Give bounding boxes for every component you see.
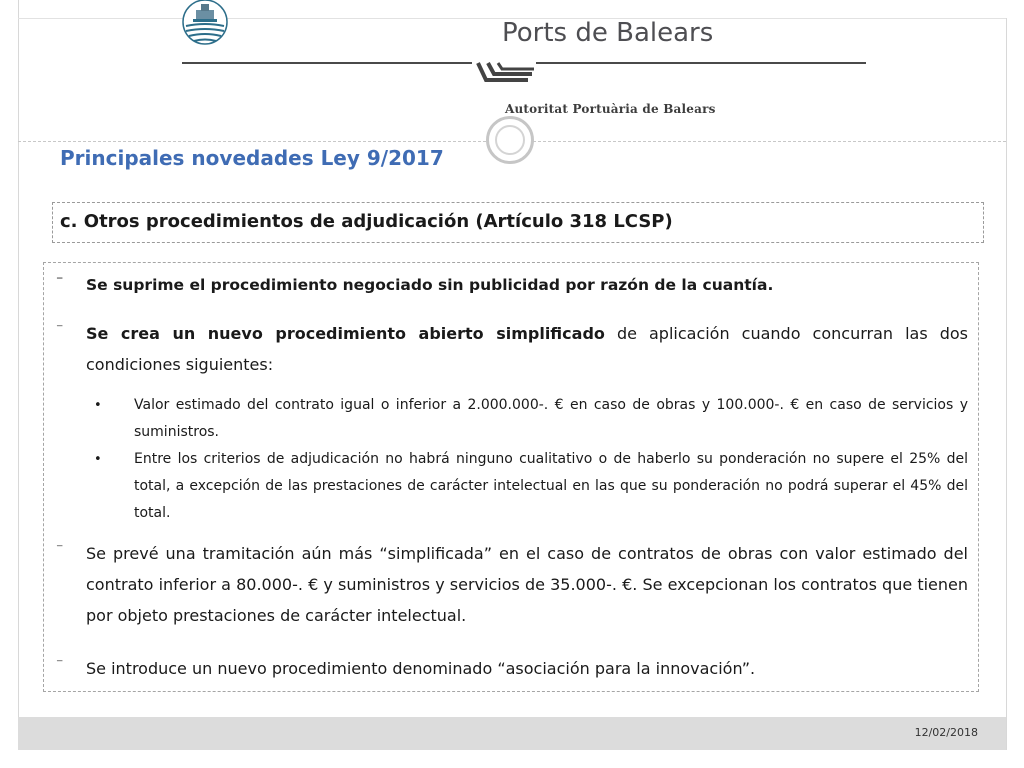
emblem-mark-icon — [472, 60, 536, 84]
list-item-4-text: Se introduce un nuevo procedimiento denominado “asociación para la innovación”. — [86, 659, 756, 678]
frame-right-border — [1006, 18, 1007, 750]
list-item-3-text: Se prevé una tramitación aún más “simplificada” en el caso de contratos de obras con valor estimado del contrato inferior a 80.000-. € y suministros y servicios de 35.000-. €. Se excepcionan los contratos que tienen por objeto prestaciones de carácter intelectual. — [86, 544, 968, 625]
footer-bar — [18, 717, 1006, 750]
section-header-box — [52, 202, 984, 243]
organization-subtitle: Autoritat Portuària de Balears — [505, 102, 716, 116]
round-bullet-icon: • — [94, 398, 102, 413]
ports-logo-icon — [180, 0, 230, 48]
list-item-2-text: de aplicación cuando concurran las dos condiciones siguientes: — [86, 324, 968, 374]
decorative-ring-icon — [486, 116, 534, 164]
list-item-1-text: Se suprime el procedimiento negociado sin publicidad por razón de la cuantía. — [86, 276, 774, 294]
footer-date: 12/02/2018 — [914, 726, 978, 739]
list-item-2-bold-text: Se crea un nuevo procedimiento abierto simplificado — [86, 324, 605, 343]
frame-left-border — [18, 0, 19, 750]
organization-name: Ports de Balears — [502, 18, 714, 48]
sub-bullet-1 — [94, 392, 968, 446]
dash-bullet-icon: ⁻ — [56, 321, 64, 337]
sub-bullet-1-text: Valor estimado del contrato igual o inferior a 2.000.000-. € en caso de obras y 100.000-. € en caso de servicios y suministros. — [134, 397, 968, 440]
dash-bullet-icon: ⁻ — [56, 273, 64, 289]
slide-title: Principales novedades Ley 9/2017 — [60, 146, 444, 170]
sub-bullet-2-text: Entre los criterios de adjudicación no habrá ninguno cualitativo o de haberlo su ponderación no supere el 25% del total, a excepción de las prestaciones de carácter intelectual en las que su ponderación no podrá superar el 45% del total. — [134, 451, 968, 521]
list-item-3 — [56, 538, 968, 631]
dash-bullet-icon: ⁻ — [56, 541, 64, 557]
section-title: c. Otros procedimientos de adjudicación (Artículo 318 LCSP) — [60, 211, 673, 232]
list-item-4 — [56, 653, 968, 684]
list-item-2 — [56, 318, 968, 380]
dash-bullet-icon: ⁻ — [56, 656, 64, 672]
list-item-1 — [56, 270, 968, 301]
sub-bullet-2 — [94, 446, 968, 527]
round-bullet-icon: • — [94, 452, 102, 467]
